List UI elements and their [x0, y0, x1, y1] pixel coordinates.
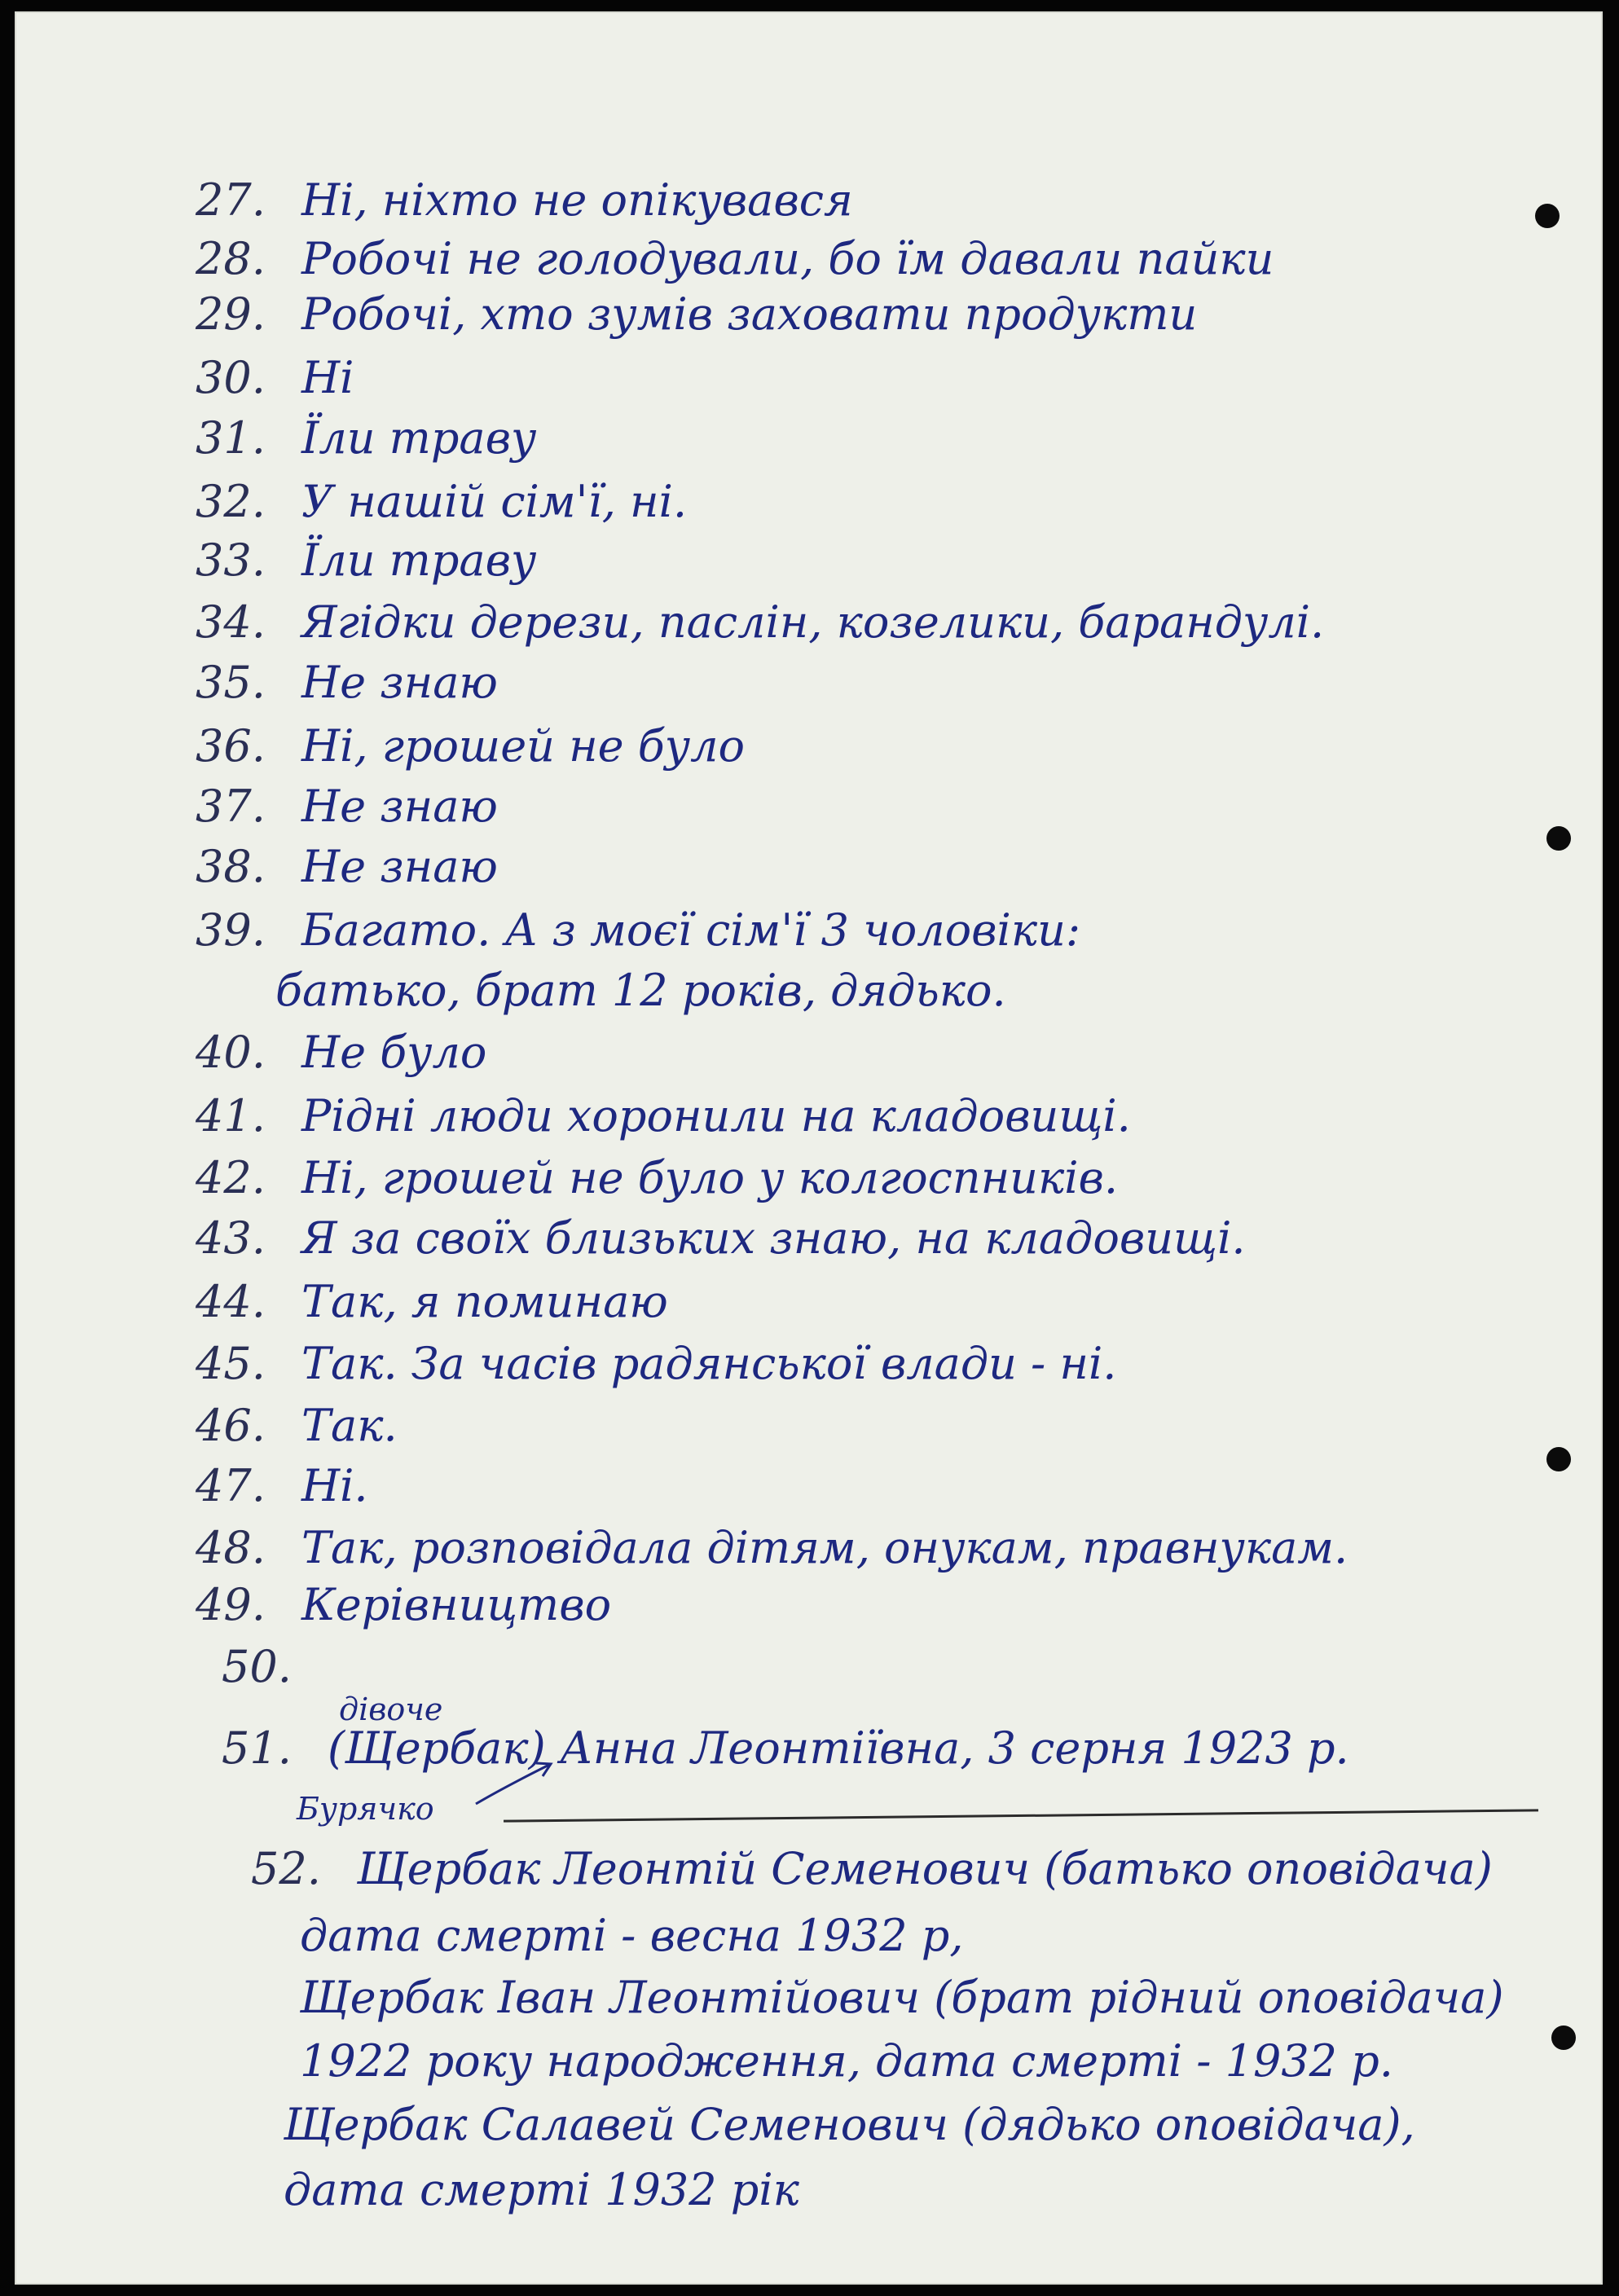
answer-line	[196, 904, 1080, 957]
maiden-name-note: дівоче	[339, 1691, 443, 1727]
answer-number: 37.	[196, 781, 266, 832]
answer-line	[196, 1460, 368, 1512]
answer-text: Щербак Леонтій Семенович (батько оповідача)	[357, 1843, 1493, 1894]
answer-number: 28.	[196, 233, 266, 284]
answer-text: Так.	[301, 1400, 398, 1451]
answer-number: 40.	[196, 1027, 266, 1078]
answer-text: Щербак Іван Леонтійович (брат рідний оповідача)	[300, 1972, 1504, 2023]
answer-line	[300, 1910, 963, 1962]
answer-text: Так, розповідала дітям, онукам, правнукам.	[301, 1522, 1348, 1573]
answer-text: Так, я поминаю	[301, 1276, 668, 1327]
answer-number: 47.	[196, 1460, 266, 1511]
answer-number: 35.	[196, 657, 266, 708]
answer-text: Не було	[301, 1027, 487, 1078]
answer-line	[196, 1276, 668, 1328]
answer-text: У нашій сім'ї, ні.	[301, 476, 688, 527]
answer-line	[300, 1972, 1504, 2024]
answer-line	[196, 476, 687, 528]
answer-text: Так. За часів радянської влади - ні.	[301, 1338, 1117, 1389]
paper-sheet	[15, 11, 1603, 2285]
answer-text: Ні, ніхто не опікувався	[301, 174, 853, 226]
answer-number: 38.	[196, 841, 266, 892]
answer-line	[196, 1090, 1131, 1142]
married-name-note: Бурячко	[297, 1791, 434, 1827]
answer-line	[196, 352, 354, 404]
answer-line	[196, 1027, 486, 1079]
answer-text: Щербак Салавей Семенович (дядько оповідача),	[284, 2099, 1415, 2150]
answer-number: 33.	[196, 534, 266, 586]
answer-line	[196, 720, 745, 772]
answer-line	[196, 233, 1274, 285]
answer-number: 46.	[196, 1400, 266, 1451]
answer-line	[284, 2164, 799, 2216]
answer-line	[196, 412, 536, 464]
answer-line	[196, 1212, 1246, 1265]
answer-text: Робочі, хто зумів заховати продукти	[301, 288, 1198, 340]
answer-number: 34.	[196, 596, 266, 648]
answer-number: 48.	[196, 1522, 266, 1573]
answer-text: Ні.	[301, 1460, 368, 1511]
answer-number: 50.	[222, 1641, 292, 1692]
answer-text: дата смерті 1932 рік	[284, 2164, 799, 2215]
answer-text: Ягідки дерези, паслін, козелики, барандулі.	[301, 596, 1325, 648]
answer-line	[222, 1641, 328, 1693]
answer-number: 36.	[196, 720, 266, 772]
answer-line	[196, 174, 853, 227]
answer-text: Багато. А з моєї сім'ї 3 чоловіки:	[301, 904, 1081, 956]
answer-text: дата смерті - весна 1932 р,	[300, 1910, 964, 1961]
answer-text: Не знаю	[301, 841, 498, 892]
answer-line	[196, 1152, 1118, 1204]
answer-line	[196, 1338, 1116, 1390]
answer-number: 49.	[196, 1579, 266, 1630]
answer-line	[196, 841, 498, 893]
answer-number: 27.	[196, 174, 266, 226]
answer-text: 1922 року народження, дата смерті - 1932 р.	[300, 2035, 1393, 2087]
answer-text: Їли траву	[301, 412, 537, 464]
answer-text: Керівництво	[301, 1579, 612, 1630]
answer-number: 45.	[196, 1338, 266, 1389]
answer-number: 29.	[196, 288, 266, 340]
answer-text: Я за своїх близьких знаю, на кладовищі.	[301, 1212, 1246, 1264]
answer-number: 31.	[196, 412, 266, 464]
answer-line	[196, 657, 498, 709]
answer-text: Їли траву	[301, 534, 537, 586]
answer-text: Ні	[301, 352, 354, 403]
answer-text: Не знаю	[301, 657, 498, 708]
answer-line	[196, 596, 1324, 649]
answer-number: 43.	[196, 1212, 266, 1264]
answer-line	[275, 965, 1006, 1017]
answer-text: Ні, грошей не було	[301, 720, 745, 772]
answer-number: 42.	[196, 1152, 266, 1203]
answer-number: 52.	[251, 1843, 321, 1894]
answer-text: Не знаю	[301, 781, 498, 832]
answer-line	[196, 1400, 398, 1452]
answer-number: 51.	[222, 1722, 292, 1774]
answer-line	[251, 1843, 1493, 1895]
answer-line	[196, 1522, 1348, 1574]
answer-line	[196, 288, 1197, 341]
answer-line	[284, 2099, 1415, 2151]
answer-line	[196, 781, 498, 833]
answer-number: 30.	[196, 352, 266, 403]
answer-text: Ні, грошей не було у колгоспників.	[301, 1152, 1119, 1203]
answer-number: 44.	[196, 1276, 266, 1327]
answer-line	[196, 1579, 611, 1631]
answer-text: Рідні люди хоронили на кладовищі.	[301, 1090, 1131, 1141]
answer-line	[196, 534, 536, 587]
handwritten-answers	[15, 11, 1603, 2285]
answer-number: 32.	[196, 476, 266, 527]
answer-number: 41.	[196, 1090, 266, 1141]
arrow-icon	[471, 1755, 561, 1820]
answer-line	[300, 2035, 1393, 2087]
answer-number: 39.	[196, 904, 266, 956]
answer-text: (Щербак) Анна Леонтіївна, 3 серня 1923 р.	[328, 1722, 1349, 1774]
answer-line	[222, 1722, 1349, 1775]
answer-text: Робочі не голодували, бо їм давали пайки	[301, 233, 1274, 284]
answer-text: батько, брат 12 років, дядько.	[275, 965, 1006, 1016]
